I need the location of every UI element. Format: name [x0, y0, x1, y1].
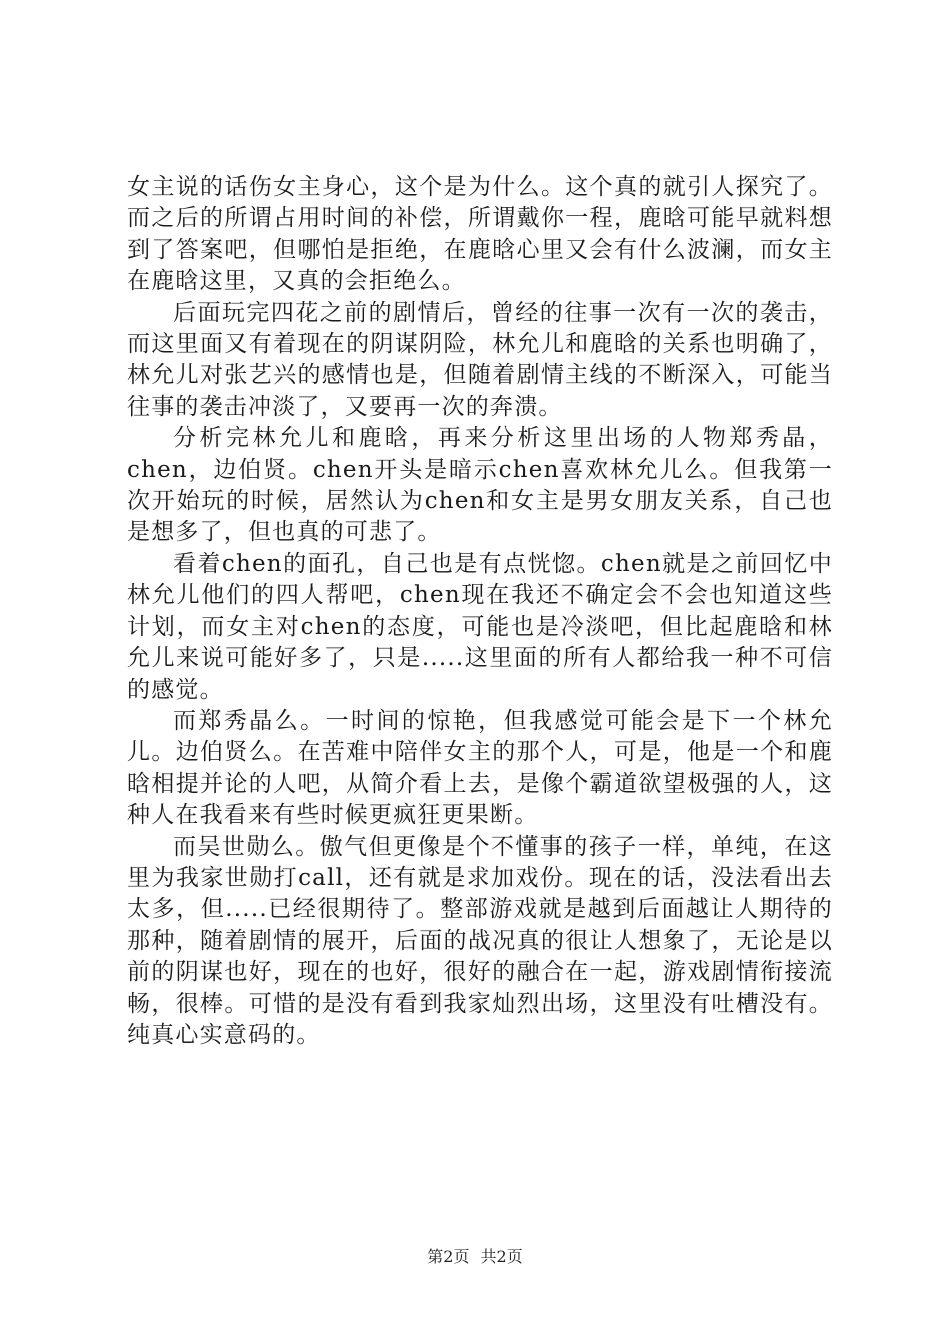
- page-total: 共2页: [480, 1247, 523, 1266]
- page-number: 第2页: [427, 1247, 470, 1266]
- paragraph-4: 看着chen的面孔，自己也是有点恍惚。chen就是之前回忆中林允儿他们的四人帮吧，chen现在我还不确定会不会也知道这些计划，而女主对chen的态度，可能也是冷淡吧，但比起鹿晗和林允儿来说可能好多了，只是.....这里面的所有人都给我一种不可信的感觉。: [127, 550, 833, 703]
- paragraph-2: 后面玩完四花之前的剧情后，曾经的往事一次有一次的袭击，而这里面又有着现在的阴谋阴险，林允儿和鹿晗的关系也明确了，林允儿对张艺兴的感情也是，但随着剧情主线的不断深入，可能当往事的袭击冲淡了，又要再一次的奔溃。: [127, 299, 833, 420]
- paragraph-5: 而郑秀晶么。一时间的惊艳，但我感觉可能会是下一个林允儿。边伯贤么。在苦难中陪伴女主的那个人，可是，他是一个和鹿晗相提并论的人吧，从简介看上去，是像个霸道欲望极强的人，这种人在我看来有些时候更疯狂更果断。: [127, 707, 833, 829]
- page-footer: [0, 1244, 950, 1267]
- paragraph-6: 而吴世勋么。傲气但更像是个不懂事的孩子一样，单纯，在这里为我家世勋打call，还有就是求加戏份。现在的话，没法看出去太多，但.....已经很期待了。整部游戏就是越到后面越让人期待的那种，随着剧情的展开，后面的战况真的很让人想象了，无论是以前的阴谋也好，现在的也好，很好的融合在一起，游戏剧情衔接流畅，很棒。可惜的是没有看到我家灿烈出场，这里没有吐槽没有。纯真心实意码的。: [127, 833, 833, 1048]
- paragraph-1: 女主说的话伤女主身心，这个是为什么。这个真的就引人探究了。而之后的所谓占用时间的补偿，所谓戴你一程，鹿晗可能早就料想到了答案吧，但哪怕是拒绝，在鹿晗心里又会有什么波澜，而女主在鹿晗这里，又真的会拒绝么。: [127, 174, 833, 295]
- paragraph-3: 分析完林允儿和鹿晗，再来分析这里出场的人物郑秀晶，chen，边伯贤。chen开头是暗示chen喜欢林允儿么。但我第一次开始玩的时候，居然认为chen和女主是男女朋友关系，自己也是想多了，但也真的可悲了。: [127, 425, 833, 546]
- document-body: [127, 172, 833, 1051]
